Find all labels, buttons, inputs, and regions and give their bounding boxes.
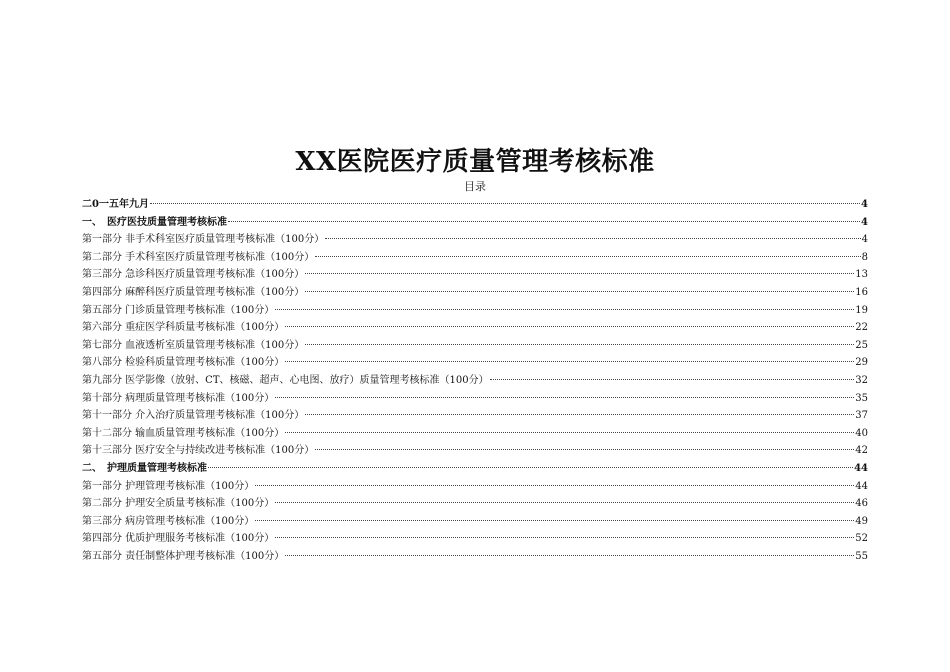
toc-entry-page-number: 4 — [861, 234, 868, 246]
toc-entry-page-number: 46 — [855, 498, 868, 510]
toc-entry-label: 第二部分 手术科室医疗质量管理考核标准（100分） — [82, 251, 315, 263]
toc-entry-page-number: 19 — [855, 304, 868, 316]
toc-entry-page-number: 29 — [855, 357, 868, 369]
toc-entry-label: 第五部分 责任制整体护理考核标准（100分） — [82, 550, 285, 562]
toc-entry-page-number: 42 — [855, 445, 868, 457]
toc-entry-page-number: 44 — [854, 462, 868, 474]
toc-leader-dots — [150, 203, 860, 204]
toc-entry-label: 第四部分 优质护理服务考核标准（100分） — [82, 533, 275, 545]
toc-entry-page-number: 40 — [855, 427, 868, 439]
toc-entry[interactable] — [82, 513, 868, 531]
toc-entry-page-number: 32 — [855, 374, 868, 386]
toc-entry-label: 第九部分 医学影像（放射、CT、核磁、超声、心电图、放疗）质量管理考核标准（100分） — [82, 374, 489, 386]
toc-entry[interactable] — [82, 266, 868, 284]
table-of-contents — [82, 196, 868, 565]
toc-entry[interactable] — [82, 354, 868, 372]
toc-entry-label: 二、 护理质量管理考核标准 — [82, 462, 207, 474]
toc-entry-page-number: 52 — [855, 533, 868, 545]
toc-entry[interactable] — [82, 214, 868, 232]
toc-leader-dots — [315, 449, 854, 450]
toc-entry-page-number: 4 — [861, 216, 868, 228]
toc-entry-label: 第六部分 重症医学科质量考核标准（100分） — [82, 322, 285, 334]
toc-entry[interactable] — [82, 495, 868, 513]
toc-leader-dots — [325, 238, 860, 239]
toc-entry-label: 第十三部分 医疗安全与持续改进考核标准（100分） — [82, 445, 315, 457]
toc-entry[interactable] — [82, 407, 868, 425]
toc-leader-dots — [490, 379, 855, 380]
toc-entry-page-number: 55 — [855, 550, 868, 562]
toc-leader-dots — [285, 432, 854, 433]
toc-leader-dots — [305, 344, 854, 345]
toc-leader-dots — [255, 485, 854, 486]
toc-entry-page-number: 49 — [855, 515, 868, 527]
toc-entry[interactable] — [82, 425, 868, 443]
toc-entry[interactable] — [82, 460, 868, 478]
toc-leader-dots — [285, 555, 854, 556]
toc-leader-dots — [315, 256, 860, 257]
toc-entry-label: 第三部分 急诊科医疗质量管理考核标准（100分） — [82, 269, 305, 281]
toc-entry-page-number: 35 — [855, 392, 868, 404]
toc-entry[interactable] — [82, 284, 868, 302]
toc-leader-dots — [285, 361, 854, 362]
toc-entry-label: 第一部分 护理管理考核标准（100分） — [82, 480, 255, 492]
toc-entry-label: 第三部分 病房管理考核标准（100分） — [82, 515, 255, 527]
toc-entry[interactable] — [82, 302, 868, 320]
toc-entry-label: 第十二部分 输血质量管理考核标准（100分） — [82, 427, 285, 439]
toc-leader-dots — [275, 502, 854, 503]
toc-entry[interactable] — [82, 548, 868, 566]
toc-entry-label: 二0一五年九月 — [82, 199, 149, 210]
toc-entry-label: 第十部分 病理质量管理考核标准（100分） — [82, 392, 275, 404]
toc-leader-dots — [208, 467, 853, 468]
toc-entry-label: 第五部分 门诊质量管理考核标准（100分） — [82, 304, 275, 316]
toc-leader-dots — [275, 309, 854, 310]
toc-entry[interactable] — [82, 319, 868, 337]
toc-entry[interactable] — [82, 196, 868, 214]
toc-leader-dots — [305, 414, 854, 415]
toc-entry-label: 第七部分 血液透析室质量管理考核标准（100分） — [82, 339, 305, 351]
toc-entry[interactable] — [82, 249, 868, 267]
toc-entry-page-number: 25 — [855, 339, 868, 351]
toc-entry-page-number: 4 — [861, 199, 868, 210]
toc-heading: 目录 — [464, 180, 486, 193]
toc-leader-dots — [275, 397, 854, 398]
toc-leader-dots — [285, 326, 854, 327]
toc-entry-page-number: 22 — [855, 322, 868, 334]
toc-entry[interactable] — [82, 478, 868, 496]
toc-leader-dots — [305, 291, 854, 292]
toc-entry-page-number: 8 — [861, 251, 868, 263]
toc-leader-dots — [228, 221, 860, 222]
toc-entry[interactable] — [82, 372, 868, 390]
toc-entry[interactable] — [82, 530, 868, 548]
toc-entry[interactable] — [82, 231, 868, 249]
toc-entry-label: 第二部分 护理安全质量考核标准（100分） — [82, 498, 275, 510]
toc-entry-label: 一、 医疗医技质量管理考核标准 — [82, 216, 227, 228]
toc-entry-page-number: 13 — [855, 269, 868, 281]
toc-entry-page-number: 16 — [855, 286, 868, 298]
toc-entry[interactable] — [82, 390, 868, 408]
toc-entry[interactable] — [82, 442, 868, 460]
document-title: XX医院医疗质量管理考核标准 — [295, 147, 655, 177]
toc-entry-label: 第十一部分 介入治疗质量管理考核标准（100分） — [82, 410, 305, 422]
toc-entry-label: 第八部分 检验科质量管理考核标准（100分） — [82, 357, 285, 369]
toc-leader-dots — [255, 520, 854, 521]
toc-entry[interactable] — [82, 337, 868, 355]
toc-leader-dots — [305, 273, 854, 274]
toc-entry-page-number: 37 — [855, 410, 868, 422]
toc-leader-dots — [275, 537, 854, 538]
toc-entry-label: 第一部分 非手术科室医疗质量管理考核标准（100分） — [82, 234, 325, 246]
toc-entry-label: 第四部分 麻醉科医疗质量管理考核标准（100分） — [82, 286, 305, 298]
toc-entry-page-number: 44 — [855, 480, 868, 492]
